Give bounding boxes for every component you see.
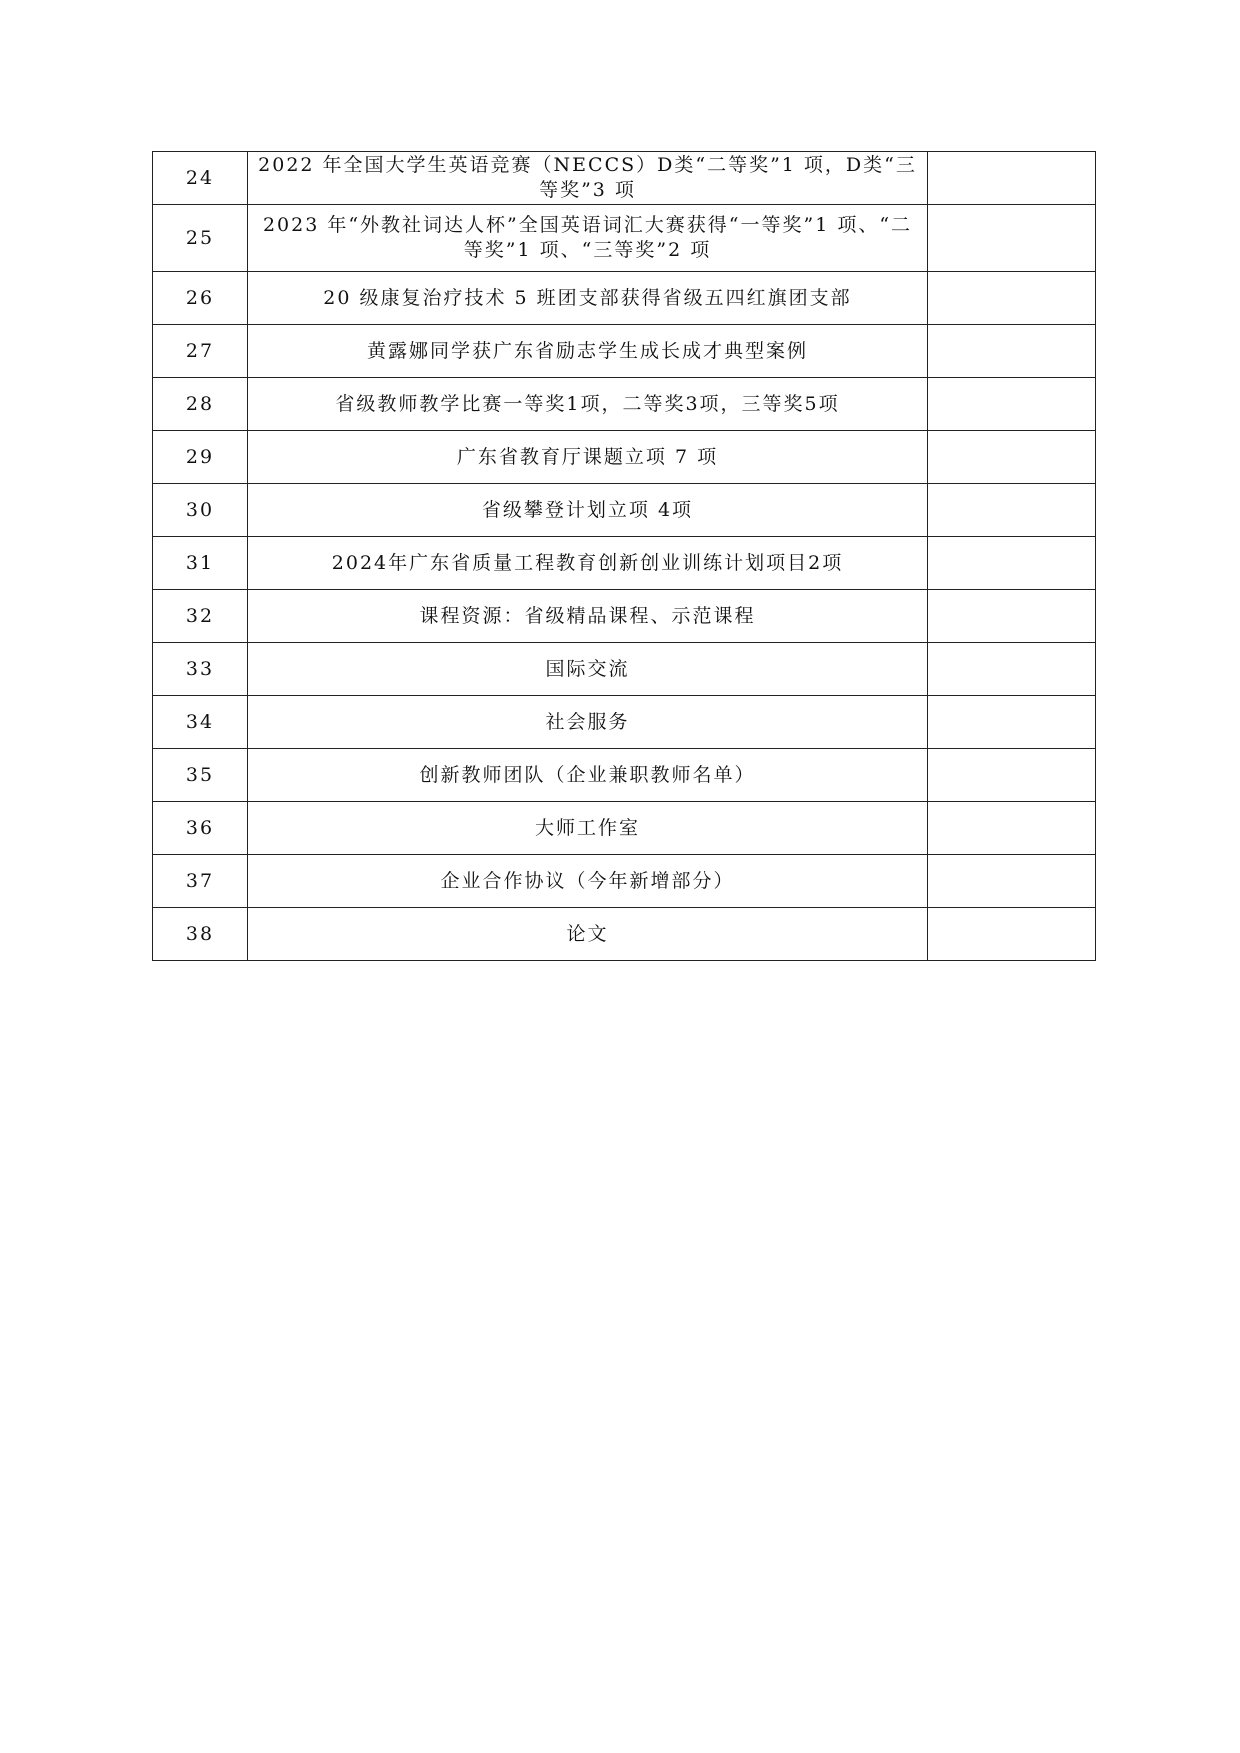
row-number: 37 xyxy=(153,855,248,908)
table-row xyxy=(153,431,1096,484)
table-row xyxy=(153,908,1096,961)
row-item: 20 级康复治疗技术 5 班团支部获得省级五四红旗团支部 xyxy=(248,272,928,325)
row-item: 2022 年全国大学生英语竞赛（NECCS）D类“二等奖”1 项，D类“三等奖”3 项 xyxy=(248,152,928,205)
row-number: 36 xyxy=(153,802,248,855)
row-item: 大师工作室 xyxy=(248,802,928,855)
row-item: 省级教师教学比赛一等奖1项，二等奖3项，三等奖5项 xyxy=(248,378,928,431)
table-row xyxy=(153,152,1096,205)
table-row xyxy=(153,325,1096,378)
row-number: 33 xyxy=(153,643,248,696)
row-item: 社会服务 xyxy=(248,696,928,749)
row-number: 24 xyxy=(153,152,248,205)
row-number: 34 xyxy=(153,696,248,749)
row-note xyxy=(928,205,1096,272)
table-row xyxy=(153,643,1096,696)
row-note xyxy=(928,378,1096,431)
row-number: 25 xyxy=(153,205,248,272)
table-row xyxy=(153,205,1096,272)
row-item: 2024年广东省质量工程教育创新创业训练计划项目2项 xyxy=(248,537,928,590)
row-note xyxy=(928,802,1096,855)
row-item: 创新教师团队（企业兼职教师名单） xyxy=(248,749,928,802)
row-note xyxy=(928,696,1096,749)
row-note xyxy=(928,643,1096,696)
row-item: 2023 年“外教社词达人杯”全国英语词汇大赛获得“一等奖”1 项、“二等奖”1 项、“三等奖”2 项 xyxy=(248,205,928,272)
table-row xyxy=(153,749,1096,802)
row-item: 省级攀登计划立项 4项 xyxy=(248,484,928,537)
row-note xyxy=(928,152,1096,205)
row-number: 26 xyxy=(153,272,248,325)
row-number: 35 xyxy=(153,749,248,802)
row-number: 30 xyxy=(153,484,248,537)
row-item: 广东省教育厅课题立项 7 项 xyxy=(248,431,928,484)
row-item: 黄露娜同学获广东省励志学生成长成才典型案例 xyxy=(248,325,928,378)
table-row xyxy=(153,537,1096,590)
achievements-table xyxy=(152,151,1096,961)
row-note xyxy=(928,272,1096,325)
row-number: 38 xyxy=(153,908,248,961)
row-item: 论文 xyxy=(248,908,928,961)
row-number: 27 xyxy=(153,325,248,378)
table-row xyxy=(153,855,1096,908)
table-row xyxy=(153,802,1096,855)
row-number: 29 xyxy=(153,431,248,484)
row-note xyxy=(928,908,1096,961)
row-item: 国际交流 xyxy=(248,643,928,696)
row-number: 31 xyxy=(153,537,248,590)
table-row xyxy=(153,272,1096,325)
row-note xyxy=(928,537,1096,590)
table-row xyxy=(153,484,1096,537)
table-row xyxy=(153,590,1096,643)
row-note xyxy=(928,590,1096,643)
row-item: 企业合作协议（今年新增部分） xyxy=(248,855,928,908)
row-number: 28 xyxy=(153,378,248,431)
table-row xyxy=(153,378,1096,431)
row-note xyxy=(928,749,1096,802)
row-note xyxy=(928,325,1096,378)
row-note xyxy=(928,855,1096,908)
row-item: 课程资源：省级精品课程、示范课程 xyxy=(248,590,928,643)
row-note xyxy=(928,431,1096,484)
row-note xyxy=(928,484,1096,537)
table-row xyxy=(153,696,1096,749)
row-number: 32 xyxy=(153,590,248,643)
